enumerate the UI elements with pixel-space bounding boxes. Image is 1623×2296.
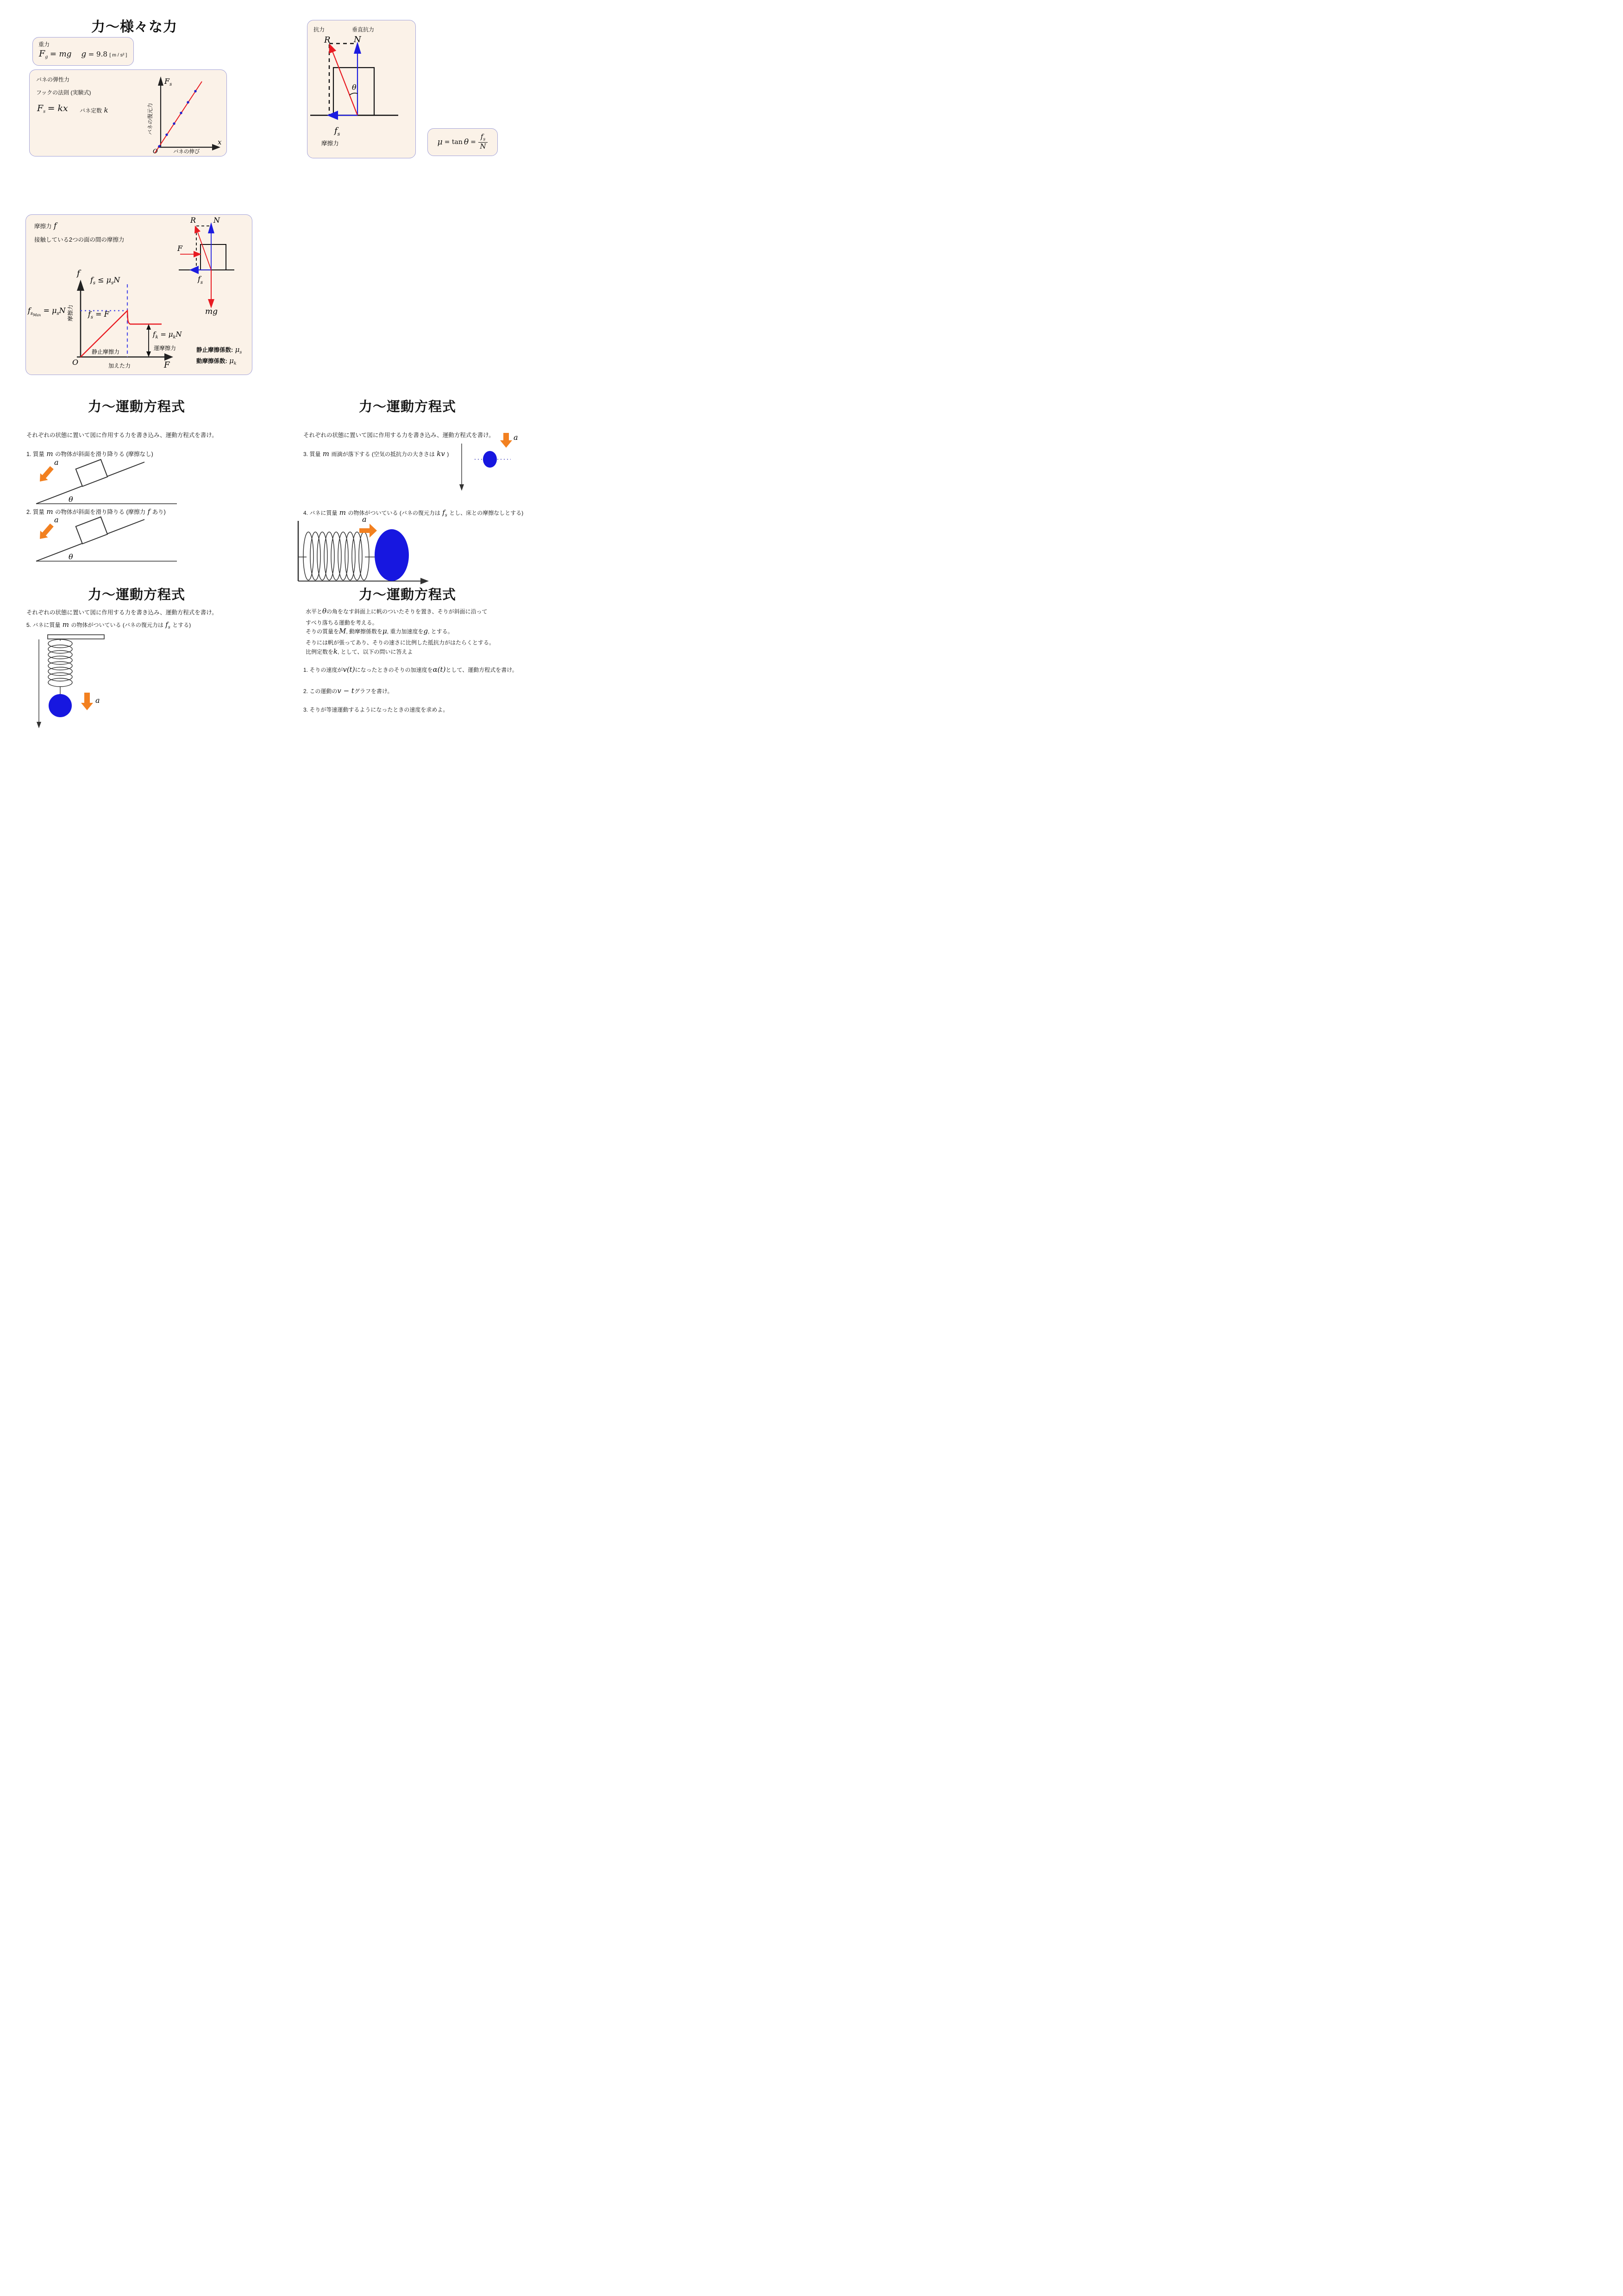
R-label: R	[190, 216, 196, 225]
reaction-force-arrow	[198, 232, 211, 270]
sled-line4: そりには帆が張ってあり、そりの速さに比例した抵抗力がはたらくとする。	[306, 639, 495, 646]
max-static-formula: $f_sMax = \mu_sN$	[28, 306, 66, 317]
problem3-c: )	[447, 451, 449, 457]
sled-line5	[306, 647, 413, 656]
gravity-eq: = mg	[50, 50, 72, 59]
gravity-F-sub: g	[45, 54, 48, 60]
physics-handout-page	[0, 0, 541, 765]
problem4-mass-var: m	[339, 508, 346, 517]
fall-arrow-head-icon	[37, 722, 41, 728]
block	[201, 244, 226, 270]
problem3-a: 3. 質量	[303, 451, 321, 457]
kinetic-coefficient-sub: k	[233, 361, 237, 366]
sled-q1-b: になったときのそりの加速度を	[355, 667, 433, 673]
friction-title	[34, 221, 56, 231]
mu-fraction	[478, 133, 488, 150]
mass-ball	[375, 529, 409, 581]
spring-coils	[48, 639, 72, 687]
problem2-b: の物体が斜面を滑り降りる (摩擦力	[55, 509, 146, 515]
F-label: F	[177, 244, 183, 253]
ground-arrow-head-icon	[420, 578, 429, 584]
problem5-fs-sub: s	[168, 625, 170, 630]
problem5-text	[26, 620, 191, 630]
problem5-a: 5. バネに質量	[26, 622, 61, 628]
sled-q1-a: 1. そりの速度が	[303, 667, 343, 673]
kinetic-formula: $f_k = \mu_kN$	[153, 330, 182, 340]
problem4-diagram	[296, 516, 435, 586]
block-force-diagram	[176, 216, 237, 315]
sled-q2-vt-var: v − t	[337, 687, 354, 695]
problem4-a: 4. バネに質量	[303, 510, 338, 516]
sled-mu-var: μ	[382, 627, 387, 635]
graph-origin: O	[153, 148, 158, 155]
mu-fraction-num-sub: s	[483, 137, 486, 142]
acceleration-arrow-icon	[359, 524, 377, 538]
acceleration-label: a	[514, 433, 518, 442]
friction-word-label: 摩擦力	[321, 140, 339, 147]
mass-ball	[49, 694, 72, 717]
problem2-c: あり)	[152, 509, 166, 515]
slide5-instruction: それぞれの状態に置いて図に作用する力を書き込み、運動方程式を書け。	[303, 432, 495, 438]
problem3-text	[303, 450, 449, 458]
slide6-instruction: それぞれの状態に置いて図に作用する力を書き込み、運動方程式を書け。	[26, 609, 218, 616]
spring-constant	[80, 106, 108, 115]
sled-line3-c: , 重力加速度を	[387, 628, 424, 635]
sled-q2	[303, 687, 393, 695]
slide6-title: 力～運動方程式	[88, 588, 185, 602]
sled-q2-b: グラフを書け。	[354, 688, 393, 694]
spring-line2: フックの法則 (実験式)	[36, 89, 91, 96]
graph-f-label: f	[77, 269, 80, 278]
x-axis-arrow-icon	[164, 353, 173, 361]
graph-x-title: バネの伸び	[173, 149, 200, 155]
fs-equals-F: $f_s = F$	[88, 310, 109, 320]
static-inequality: $f_s \le \mu_sN$	[90, 275, 120, 286]
gravity-box	[32, 37, 134, 66]
gravity-g: g	[81, 50, 87, 59]
problem3-mass-var: m	[322, 450, 330, 458]
friction-title-var: f	[53, 221, 57, 231]
sled-line5-a: 比例定数を	[306, 649, 334, 655]
static-friction-label: 静止摩擦力	[92, 349, 120, 355]
spring-box	[29, 69, 227, 156]
reaction-label: 抗力	[313, 26, 325, 33]
acceleration-arrow-icon	[40, 466, 54, 482]
friction-desc: 接触している2つの面の間の摩擦力	[34, 237, 125, 243]
gravity-F: F	[39, 49, 45, 59]
hooke-F: F	[37, 103, 44, 113]
sled-q3: 3. そりが等速運動するようになったときの速度を求めよ。	[303, 707, 449, 713]
problem5-c: とする)	[172, 622, 191, 628]
gravity-unit: [ m / s² ]	[109, 52, 127, 58]
problem2-diagram	[28, 515, 185, 569]
double-arrow-top-icon	[146, 324, 151, 330]
theta-label: θ	[352, 83, 357, 92]
graph-y-label: $F_s$	[164, 77, 172, 87]
acceleration-arrow-icon	[40, 524, 54, 539]
sled-line3	[306, 627, 453, 636]
problem2-friction-var: f	[147, 507, 150, 516]
problem5-mass-var: m	[62, 620, 69, 629]
graph-origin: O	[72, 358, 79, 367]
mu-eq2: =	[470, 138, 476, 146]
raindrop	[483, 451, 497, 468]
N-label: N	[213, 216, 220, 225]
normal-label: 垂直抗力	[352, 26, 375, 33]
graph-F-label: F	[164, 360, 170, 370]
friction-arrow-head-icon	[189, 266, 199, 274]
sled-q1	[303, 665, 518, 674]
sled-line5-b: , として、以下の問いに答えよ	[338, 649, 413, 655]
mu-symbol: μ	[437, 138, 443, 147]
sled-q1-alpha-var: α(t)	[432, 665, 446, 674]
friction-title-label: 摩擦力	[34, 223, 52, 230]
mg-label: mg	[205, 307, 218, 316]
sled-line1-a: 水平と	[306, 608, 323, 615]
gravity-formula	[39, 49, 127, 59]
sled-M-var: M	[339, 627, 346, 635]
spring-constant-symbol: k	[104, 106, 108, 114]
acceleration-arrow-icon	[81, 693, 93, 710]
static-coefficient-label: 静止摩擦係数:	[196, 347, 233, 353]
theta-label: θ	[69, 495, 73, 504]
acceleration-label: a	[54, 458, 59, 467]
reaction-box	[307, 20, 416, 158]
acceleration-arrow-icon	[500, 433, 512, 448]
graph-y-title: 摩擦力	[67, 304, 74, 322]
theta-label: θ	[69, 552, 73, 561]
sled-q1-c: として、運動方程式を書け。	[445, 667, 518, 673]
mu-fraction-den: N	[480, 142, 486, 150]
mu-eq1: = tan	[444, 138, 463, 146]
slide4-title: 力～運動方程式	[88, 400, 185, 414]
fall-arrow-head-icon	[459, 484, 464, 491]
double-arrow-bottom-icon	[146, 351, 151, 357]
problem3-b: 雨滴が落下する (空気の抵抗力の大きさは	[331, 451, 435, 457]
static-coefficient-symbol: μ	[235, 345, 240, 354]
slide7-title: 力～運動方程式	[358, 588, 456, 602]
problem4-fs-var: f	[442, 508, 445, 517]
static-coefficient-sub: s	[239, 350, 242, 355]
fs-label: $f_s$	[334, 126, 340, 137]
problem4-b: の物体がついている (バネの復元力は	[348, 510, 440, 516]
y-axis-arrow-icon	[158, 76, 163, 86]
hooke-eq: = kx	[47, 103, 68, 113]
static-coefficient-line	[196, 345, 242, 355]
kinetic-coefficient-line	[196, 357, 237, 366]
sled-line1-b: の角をなす斜面上に帆のついたそりを置き、そりが斜面に沿って	[326, 608, 488, 615]
kinetic-friction-label: 運摩擦力	[154, 345, 176, 351]
graph-x-label: x	[218, 138, 222, 146]
theta-arc	[350, 93, 357, 95]
sled-k-var: k	[333, 647, 338, 656]
problem3-diagram	[451, 431, 539, 495]
graph-x-title: 加えた力	[108, 363, 131, 369]
R-label: R	[324, 35, 331, 45]
acceleration-label: a	[95, 696, 100, 705]
problem3-kv-var: kv	[437, 450, 445, 458]
block	[76, 459, 107, 486]
graph-y-title: バネの復元力	[148, 103, 153, 135]
gravity-label: 重力	[38, 41, 50, 48]
kinetic-coefficient-symbol: μ	[229, 357, 234, 365]
gravity-eq2: = 9.8	[88, 50, 107, 58]
sled-line2: すべり落ちる運動を考える。	[306, 619, 378, 626]
reaction-arrow-head-icon	[194, 225, 201, 233]
reaction-arrow-head-icon	[329, 44, 336, 54]
acceleration-label: a	[54, 515, 59, 524]
reaction-diagram	[307, 20, 415, 158]
mu-fraction-num: f	[480, 132, 483, 141]
problem1-b: の物体が斜面を滑り降りる (摩擦なし)	[55, 451, 153, 457]
sled-line1	[306, 607, 488, 616]
mu-formula-box	[427, 128, 498, 156]
problem5-b: の物体がついている (バネの復元力は	[71, 622, 163, 628]
spring-line1: バネの弾性力	[36, 76, 70, 83]
ceiling-bar	[48, 635, 104, 639]
spring-coils	[303, 532, 369, 580]
hooke-F-sub: s	[43, 109, 46, 114]
block	[76, 517, 107, 544]
sled-g-var: g	[423, 627, 428, 635]
friction-box	[25, 214, 252, 375]
mu-theta: θ	[464, 138, 469, 147]
slide5-title: 力～運動方程式	[358, 400, 456, 414]
N-label: N	[354, 35, 361, 44]
acceleration-label: a	[362, 515, 367, 524]
problem4-fs-sub: s	[445, 513, 447, 518]
problem5-diagram	[28, 632, 144, 765]
hooke-formula	[37, 103, 68, 114]
problem2-mass-var: m	[46, 507, 53, 516]
spring-graph	[145, 73, 225, 155]
sled-line3-d: , とする。	[428, 628, 453, 635]
sled-q1-v-var: v(t)	[343, 665, 355, 674]
fs-label: $f_s$	[198, 275, 203, 285]
sled-theta-var: θ	[322, 607, 327, 615]
slide1-title: 力～様々な力	[91, 19, 177, 35]
problem2-a: 2. 質量	[26, 509, 44, 515]
problem5-fs-var: f	[165, 620, 168, 629]
problem4-c: とし、床との摩擦なしとする)	[449, 510, 524, 516]
kinetic-coefficient-label: 動摩擦係数:	[196, 358, 227, 364]
problem1-a: 1. 質量	[26, 451, 44, 457]
slide4-instruction: それぞれの状態に置いて図に作用する力を書き込み、運動方程式を書け。	[26, 432, 218, 438]
spring-constant-label: バネ定数	[80, 107, 102, 114]
sled-q2-a: 2. この運動の	[303, 688, 338, 694]
sled-line3-b: , 動摩擦係数を	[346, 628, 383, 635]
problem1-mass-var: m	[46, 450, 53, 458]
friction-arrow-head-icon	[327, 111, 338, 120]
y-axis-arrow-icon	[77, 280, 84, 291]
problem1-diagram	[28, 457, 185, 512]
sled-line3-a: そりの質量を	[306, 628, 339, 635]
